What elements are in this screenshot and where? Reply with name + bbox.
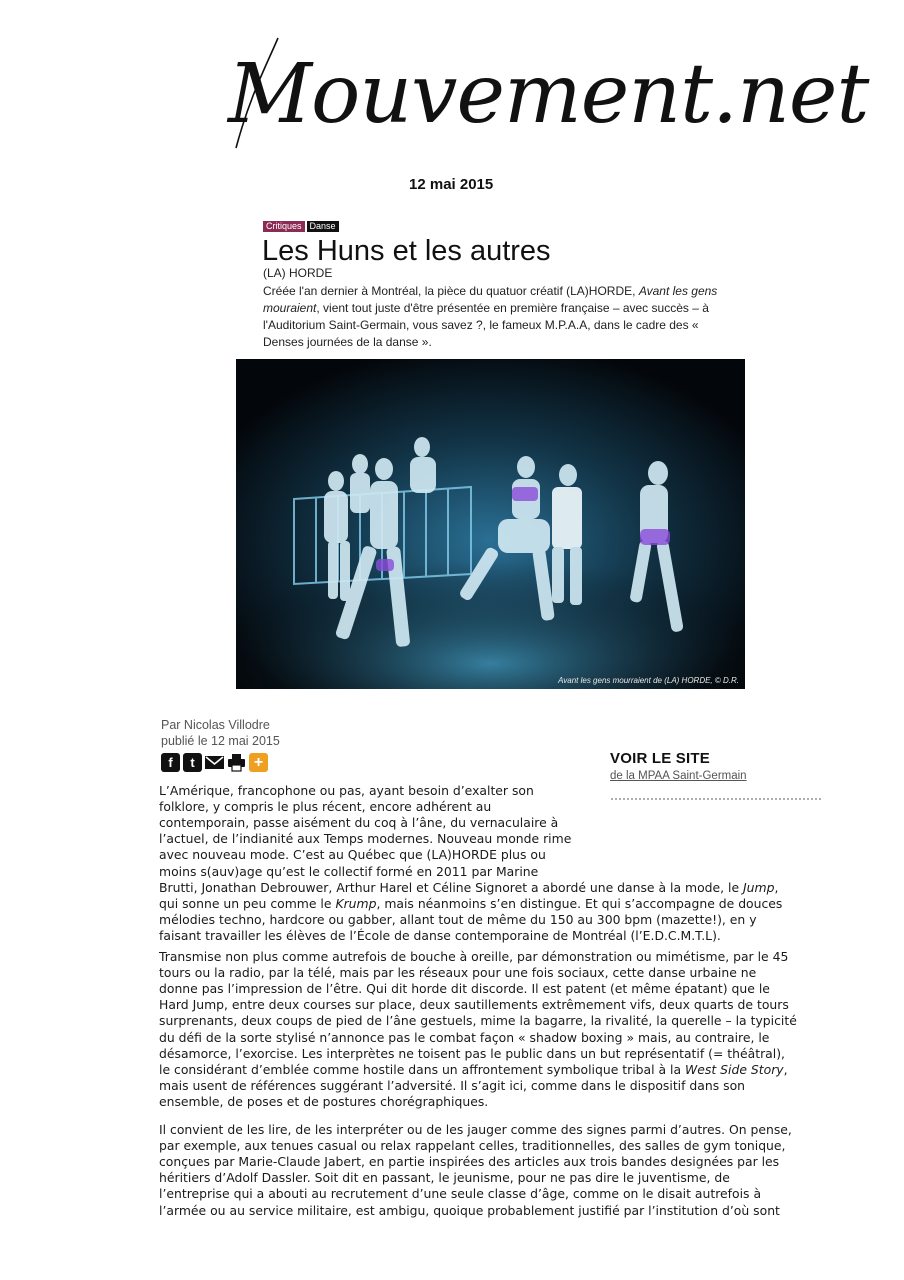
article-tags [263,221,341,232]
article-body-line [159,1122,792,1138]
article-title: Les Huns et les autres [262,235,551,267]
article-body-line [159,1186,761,1202]
article-body-text: du défi de la sorte stylisé n’annonce pas le combat façon « shadow boxing » mais, au contraire, le [159,1029,770,1045]
article-body-text: tours ou la radio, par la télé, mais par les réseaux pour une fois sociaux, cette danse urbaine ne [159,965,757,981]
article-body-line [159,912,757,928]
article-body-text: qui sonne un peu comme le [159,895,336,911]
twitter-icon[interactable]: t [183,753,202,772]
article-body-text: , mais néanmoins s’en distingue. Et qui s’accompagne de douces [376,895,783,911]
article-body-text: Il convient de les lire, de les interpréter ou de les jauger comme des signes parmi d’autres. On pense, [159,1122,792,1137]
article-body-line [159,1094,488,1110]
logo-flourish-icon [226,36,286,156]
article-body-text: Transmise non plus comme autrefois de bouche à oreille, par démonstration ou mimétisme, par le 45 [159,949,789,964]
article-body-text: désamorce, l’exorcise. Les interprètes ne toisent pas le public dans un but représentatif (= théâtral), [159,1045,785,1061]
article-body-text: mélodies techno, hardcore ou gabber, allant tout de même du 150 au 300 bpm (mazette!), en y [159,911,757,927]
article-body-text: conçues par Marie-Claude Jabert, en partie inspirées des articles aux trois bandes designées par les [159,1154,780,1170]
article-body-line [159,1046,785,1062]
article-lead-segment: Avant les gens mouraient [263,284,718,315]
article-body-line [159,799,491,815]
article-body-text: mais usent de références suggérant l’adversité. Il s’agit ici, comme dans le dispositif dans son [159,1077,746,1093]
article-body-line [159,997,789,1013]
issue-date: 12 mai 2015 [409,176,494,193]
article-body-text: l’entreprise qui a abouti au recrutement d’une seule classe d’âge, comme on le disait autrefois à [159,1186,762,1202]
sidebar-link-mpaa[interactable]: de la MPAA Saint-Germain [610,770,747,782]
article-photo [236,359,745,689]
facebook-icon[interactable]: f [161,753,180,772]
article-body-line [159,965,756,981]
article-lead [263,283,733,351]
plus-icon[interactable]: + [249,753,268,772]
article-body-text: faisant travailler les élèves de l’École de danse contemporaine de Montréal (l’E.D.C.M.T.L). [159,927,721,943]
article-body-line [159,1170,730,1186]
article-body-line [159,1013,797,1029]
article-body-text: , [774,879,779,895]
article-body-text: héritiers d’Adolf Dassler. Soit dit en passant, le jeunisme, pour ne pas dire le juventisme, de [159,1170,730,1186]
article-byline [161,717,280,749]
sidebar-visit-site [610,750,822,801]
article-body-text: moins s(auv)age qu’est le collectif formé en 2011 par Marine [159,863,539,879]
article-body-line [159,1154,779,1170]
article-body-text: par exemple, aux tenues casual ou relax rappelant celles, traditionnelles, des salles de gym tonique, [159,1138,786,1154]
article-subtitle: (LA) HORDE [263,266,333,280]
article-body-text: Jump [743,879,775,895]
article-body-line [159,949,788,965]
article-body-line [159,1138,785,1154]
article-body-line [159,928,721,944]
sidebar-title: VOIR LE SITE [610,750,710,767]
print-icon[interactable] [227,753,246,772]
article-body-line [159,1030,769,1046]
photo-caption: Avant les gens mourraient de (LA) HORDE, © D.R. [558,676,739,685]
article-body-line [159,981,770,997]
article-body-text: L’Amérique, francophone ou pas, ayant besoin d’exalter son [159,783,534,798]
article-lead-segment: , vient tout juste d'être présentée en première française – avec succès – à l'Auditorium Saint-Germain, vous savez ?, le fameux M.P.A.A, dans le cadre des « Denses journées de la danse ». [263,301,709,349]
article-body-text: folklore, y compris le plus récent, encore adhérent au [159,799,492,815]
article-body-line [159,815,558,831]
article-body-text: Krump [335,895,377,911]
site-logo[interactable] [228,40,869,150]
article-body-text: l’armée ou au service militaire, est ambigu, quoique probablement justifié par l’institution d’où sont [159,1202,780,1218]
article-body-text: Brutti, Jonathan Debrouwer, Arthur Harel et Céline Signoret a abordé une danse à la mode, le [159,879,744,895]
article-body-line [159,864,538,880]
article-body-line [159,831,571,847]
article-body-text: , [783,1061,788,1077]
article-body-text: l’actuel, de l’indianité aux Temps modernes. Nouveau monde rime [159,831,572,847]
stage-photo-illustration [236,359,745,689]
article-author[interactable]: Par Nicolas Villodre [161,718,270,732]
article-body-text: le considérant d’emblée comme hostile dans un affrontement symbolique tribal à la [159,1061,686,1077]
article-body-line [159,847,546,863]
sidebar-divider [610,797,822,801]
article-body-line [159,1062,788,1078]
tag-critiques[interactable]: Critiques [263,221,305,232]
article-body-line [159,896,782,912]
article-body-line [159,783,534,799]
article-body-line [159,1078,745,1094]
share-toolbar [161,753,271,773]
article-body-text: ensemble, de poses et de postures chorégraphiques. [159,1093,489,1109]
article-body-line [159,880,778,896]
tag-danse[interactable]: Danse [307,221,339,232]
article-body-text: contemporain, passe aisément du coq à l’âne, du vernaculaire à [159,815,559,831]
article-body-text: avec nouveau mode. C’est au Québec que (LA)HORDE plus ou [159,847,546,863]
article-lead-segment: Créée l'an dernier à Montréal, la pièce du quatuor créatif (LA)HORDE, [263,284,639,298]
mail-icon[interactable] [205,753,224,772]
site-logo-text: Mouvement.net [228,47,869,142]
article-body-line [159,1203,780,1219]
article-body-text: West Side Story [685,1061,784,1077]
article-body-text: donne pas l’impression de l’être. Qui dit horde dit discorde. Il est patent (et même épatant) que le [159,981,770,997]
article-published-date: publié le 12 mai 2015 [161,734,280,748]
article-body-text: surprenants, deux coups de pied de l’âne gestuels, mime la bagarre, la rivalité, la querelle – la typicité [159,1013,797,1029]
article-body-text: Hard Jump, entre deux courses sur place, deux sautillements extrêmement vifs, deux quarts de tours [159,997,789,1013]
